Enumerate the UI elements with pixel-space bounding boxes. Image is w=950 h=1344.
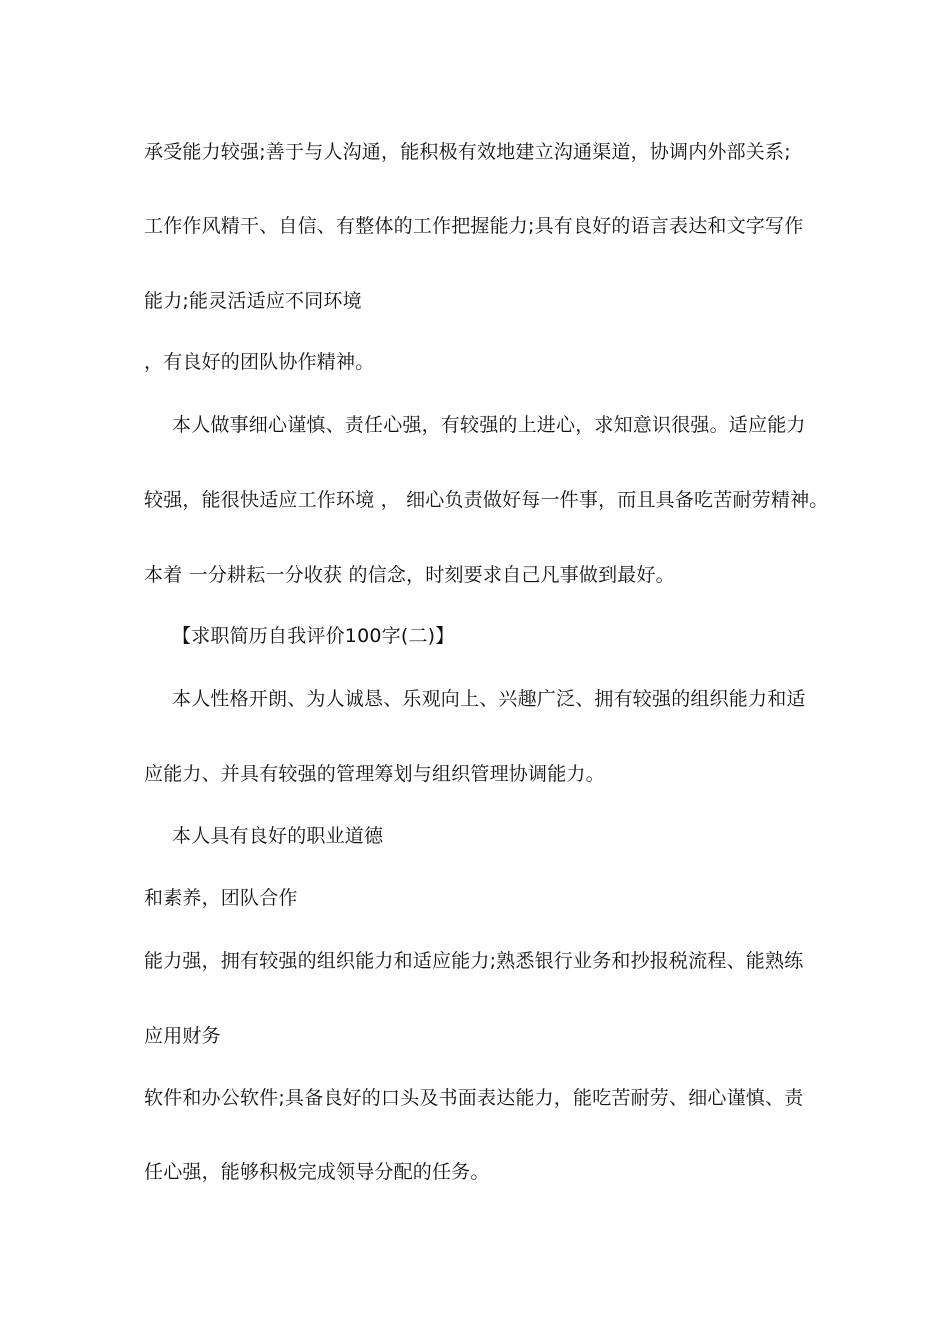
paragraph-first-line: 本人做事细心谨慎、责任心强，有较强的上进心，求知意识很强。适应能力 [172, 414, 806, 436]
text-line: 本着 一分耕耘一分收获 的信念，时刻要求自己凡事做到最好。 [144, 564, 675, 586]
text-line: ，有良好的团队协作精神。 [144, 351, 375, 373]
text-line: 能力;能灵活适应不同环境 [144, 290, 362, 312]
text-line: 工作作风精干、自信、有整体的工作把握能力;具有良好的语言表达和文字写作 [144, 215, 804, 237]
text-line: 较强，能很快适应工作环境 ， 细心负责做好每一件事，而且具备吃苦耐劳精神。 [144, 489, 829, 511]
paragraph-first-line: 本人性格开朗、为人诚恳、乐观向上、兴趣广泛、拥有较强的组织能力和适 [172, 688, 806, 710]
text-line: 和素养，团队合作 [144, 887, 298, 909]
text-line: 应能力、并具有较强的管理筹划与组织管理协调能力。 [144, 763, 605, 785]
text-line: 软件和办公软件;具备良好的口头及书面表达能力，能吃苦耐劳、细心谨慎、责 [144, 1087, 804, 1109]
text-line: 任心强，能够积极完成领导分配的任务。 [144, 1161, 490, 1183]
text-line: 应用财务 [144, 1025, 221, 1047]
text-line: 承受能力较强;善于与人沟通，能积极有效地建立沟通渠道，协调内外部关系; [144, 141, 791, 163]
text-line: 能力强，拥有较强的组织能力和适应能力;熟悉银行业务和抄报税流程、能熟练 [144, 950, 804, 972]
section-heading: 【求职简历自我评价100字(二)】 [172, 625, 455, 647]
paragraph-first-line: 本人具有良好的职业道德 [172, 825, 384, 847]
